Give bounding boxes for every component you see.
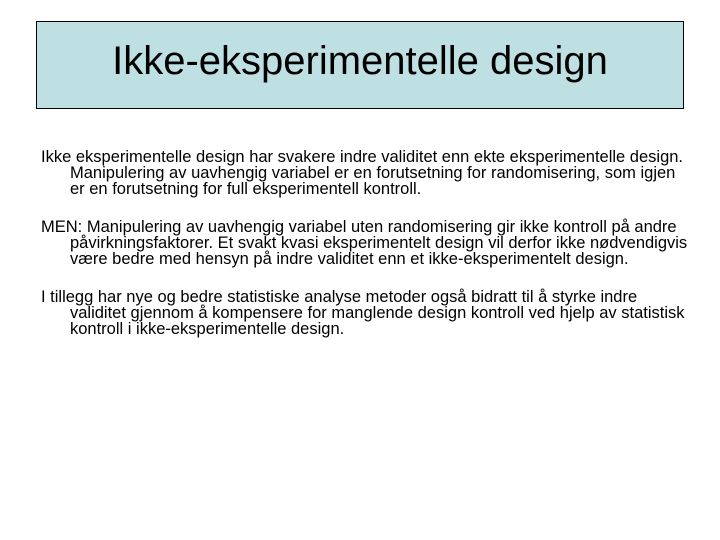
slide-title: Ikke-eksperimentelle design (112, 39, 608, 83)
slide-title-box (36, 21, 684, 109)
paragraph-3: I tillegg har nye og bedre statistiske analyse metoder også bidratt til å styrke indre validitet gjennom å kompensere for manglende design kontroll ved hjelp av statistisk kontroll i ikke-eksperimentelle design. (41, 288, 685, 338)
paragraph-1: Ikke eksperimentelle design har svakere indre validitet enn ekte eksperimentelle design. Manipulering av uavhengig variabel er en forutsetning for randomisering, som igjen er en forutsetning for full eksperimentell kontroll. (41, 148, 684, 198)
slide-body (41, 149, 691, 359)
paragraph-2: MEN: Manipulering av uavhengig variabel uten randomisering gir ikke kontroll på andre påvirkningsfaktorer. Et svakt kvasi eksperimentelt design vil derfor ikke nødvendigvis være bedre med hensyn på indre validitet enn et ikke-eksperimentelt design. (41, 218, 688, 268)
